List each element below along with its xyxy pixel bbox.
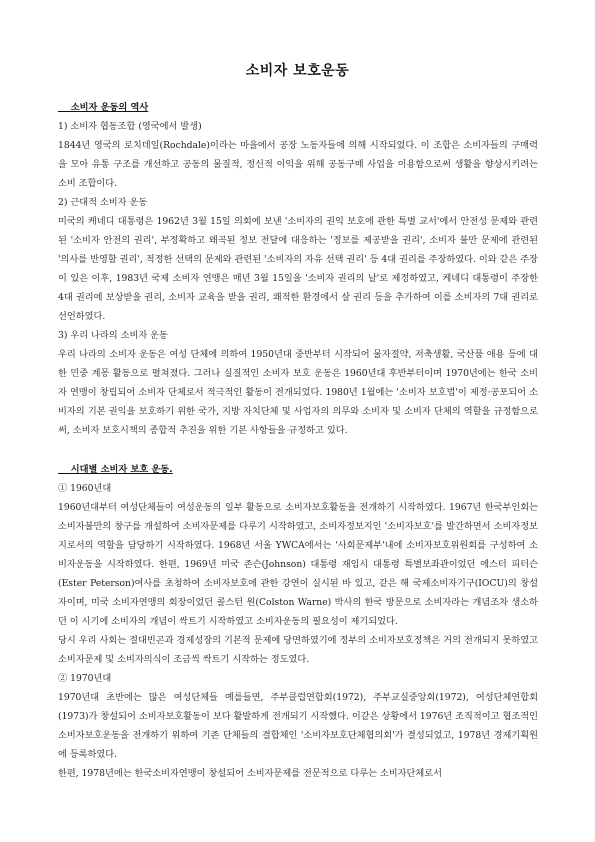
paragraph-1978: 한편, 1978년에는 한국소비자연맹이 창설되어 소비자문제를 전문적으로 다루는 소비자단체로서 <box>58 768 442 779</box>
section-heading-history: 소비자 운동의 역사 <box>58 102 149 113</box>
subheading-korea: 3) 우리 나라의 소비자 운동 <box>58 330 168 341</box>
subheading-cooperative: 1) 소비자 협동조합 (영국에서 발생) <box>58 121 202 132</box>
section-heading-era: 시대별 소비자 보호 운동. <box>58 464 173 475</box>
paragraph-1960s-context: 당시 우리 사회는 절대빈곤과 경제성장의 기본적 문제에 당면하였기에 정부의 소비자보호정책은 거의 전개되지 못하였고 소비자문제 및 소비자의식이 조금씩 싹트기 시작하는 정도였다. <box>58 635 538 665</box>
paragraph-1960s: 1960년대부터 여성단체들이 여성운동의 일부 활동으로 소비자보호활동을 전개하기 시작하였다. 1967년 한국부인회는 소비자불만의 창구를 개설하여 소비자문제를 다루기 시작하였고, 소비자정보지인 '소비자보호'를 발간하면서 소비자정보지로서의 역할을 담당하기 시작하였다. 1968년 서울 YWCA에서는 '사회문제부'내에 소비자보호위원회를 구성하여 소비자운동을 시작하였다. 한편, 1969년 미국 존슨(Johnson) 대통령 재임시 대통령 특별보좌관이었던 에스터 피터슨(Ester Peterson)여사를 초청하여 소비자보호에 관한 강연이 실시된 바 있고, 같은 해 국제소비자기구(IOCU)의 창설자이며, 미국 소비자연맹의 회장이었던 콜스턴 원(Colston Warne) 박사의 한국 방문으로 소비자라는 개념조차 생소하던 이 시기에 소비자의 개념이 싹트기 시작하였고 소비자운동의 필요성이 제기되었다. <box>58 502 538 627</box>
paragraph-cooperative: 1844년 영국의 로치데일(Rochdale)이라는 마을에서 공장 노동자들에 의해 시작되었다. 이 조합은 소비자들의 구매력을 모아 유통 구조를 개선하고 공동의 물질적, 정신적 이익을 위해 공동구매 사업을 이용함으로써 생활을 향상시키려는 소비 조합이다. <box>58 140 538 189</box>
page-title: 소비자 보호운동 <box>245 63 350 79</box>
paragraph-modern: 미국의 케네디 대통령은 1962년 3월 15일 의회에 보낸 '소비자의 권익 보호에 관한 특별 교서'에서 안전성 문제와 관련된 '소비자 안전의 권리', 부정확하고 왜곡된 정보 전달에 대응하는 '정보를 제공받을 권리', 소비자 불만 문제에 관련된 '의사를 반영할 권리', 적정한 선택의 문제와 관련된 '소비자의 자유 선택 권리' 등 4대 권리를 주장하였다. 이와 같은 주장이 있은 이후, 1983년 국제 소비자 연맹은 매년 3월 15일을 '소비자 권리의 날'로 제정하였고, 케네디 대통령이 주장한 4대 권리에 보상받을 권리, 소비자 교육을 받을 권리, 쾌적한 환경에서 살 권리 등을 추가하여 이를 소비자의 7대 권리로 선언하였다. <box>58 216 538 322</box>
subheading-modern: 2) 근대적 소비자 운동 <box>58 197 148 208</box>
document-body <box>58 98 538 783</box>
subheading-1970s: ② 1970년대 <box>58 673 112 684</box>
paragraph-1970s: 1970년대 초반에는 많은 여성단체들 예를들면, 주부클럽연합회(1972), 주부교실중앙회(1972), 여성단체연합회(1973)가 창설되어 소비자보호활동이 보다 활발하게 전개되기 시작했다. 이같은 상황에서 1976년 조직적이고 협조적인 소비자보호운동을 전개하기 위하여 기존 단체들의 결합체인 '소비자보호단체협의회'가 결성되었고, 1978년 경제기획원에 등록하였다. <box>58 692 538 760</box>
paragraph-korea: 우리 나라의 소비자 운동은 여성 단체에 의하여 1950년대 중반부터 시작되어 물자절약, 저축생활, 국산품 애용 등에 대한 민중 계몽 활동으로 펼쳐졌다. 그러나 실질적인 소비자 보호 운동은 1960년대 후반부터이며 1970년에는 한국 소비자 연맹이 창립되어 소비자 단체로서 적극적인 활동이 전개되었다. 1980년 1월에는 '소비자 보호법'이 제정·공포되어 소비자의 기본 권익을 보호하기 위한 국가, 지방 자치단체 및 사업자의 의무와 소비자 및 소비자 단체의 역할을 규정함으로써, 소비자 보호시책의 종합적 추진을 위한 기본 사항들을 규정하고 있다. <box>58 349 538 436</box>
subheading-1960s: ① 1960년대 <box>58 483 112 494</box>
